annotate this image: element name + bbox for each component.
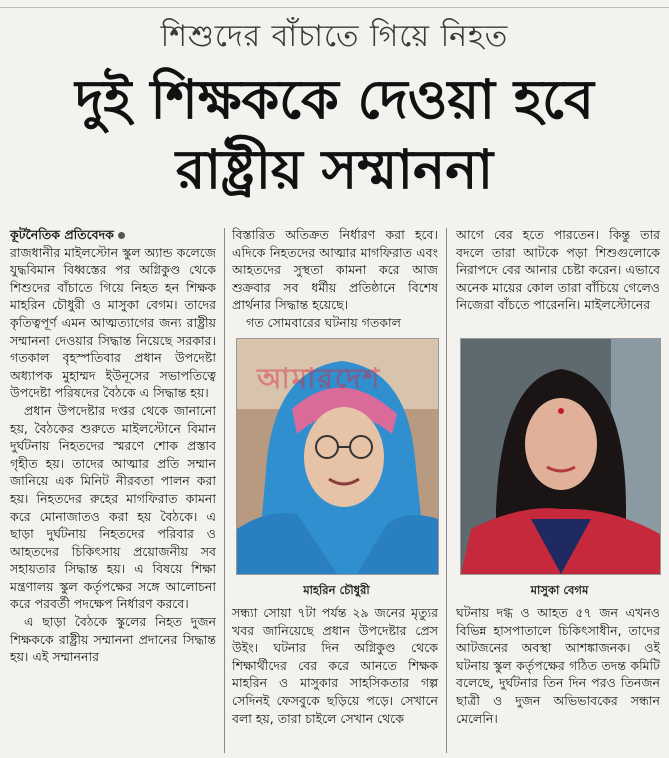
watermark-logo: আমারদেশ xyxy=(257,362,382,395)
article-column-1 xyxy=(10,226,216,666)
paragraph: আগে বের হতে পারতেন। কিন্তু তার বদলে তারা আটকে পড়া শিশুগুলোকে নিরাপদে বের আনার চেষ্টা করেন। এভাবে অনেক মায়ের কোল তারা বাঁচিয়ে গেলেও নিজেরা বাঁচতে পারেননি। মাইলস্টোনের xyxy=(456,227,660,313)
portrait-illustration xyxy=(461,339,660,574)
article-column-2-top xyxy=(232,226,438,332)
photo-caption-2: মাসুকা বেগম xyxy=(530,583,589,597)
bullet-icon xyxy=(118,232,125,239)
byline-text: কূটনৈতিক প্রতিবেদক xyxy=(10,227,114,242)
article-column-2-bottom xyxy=(232,604,438,727)
paragraph: বিস্তারিত অতিক্রত নির্ধারণ করা হবে। এদিকে নিহতদের আত্মার মাগফিরাত এবং আহতদের সুস্থতা কামনা করে আজ শুক্রবার সব ধর্মীয় প্রতিষ্ঠানে বিশেষ প্রার্থনার সিদ্ধান্ত হয়েছে। xyxy=(232,227,438,313)
paragraph: সন্ধ্যা সোয়া ৭টা পর্যন্ত ২৯ জনের মৃত্যুর খবর জানিয়েছে প্রধান উপদেষ্টার প্রেস উইং। ঘটনার দিন অগ্নিকুণ্ড থেকে শিক্ষার্থীদের বের করে আনতে শিক্ষক মাহরিন ও মাসুকার সাহসিকতার গল্প সেদিনই ফেসবুকে ছড়িয়ে পড়ে। সেখানে বলা হয়, তারা চাইলে সেখান থেকে xyxy=(232,605,438,726)
page-top-strip xyxy=(0,0,669,8)
column-divider xyxy=(224,228,225,753)
main-headline xyxy=(0,65,669,205)
article-column-3-top xyxy=(456,226,660,314)
photo-mahreen-chowdhury xyxy=(236,338,439,575)
paragraph: প্রধান উপদেষ্টার দপ্তর থেকে জানানো হয়, বৈঠকের শুরুতে মাইলস্টোনে বিমান দুর্ঘটনায় নিহতদের স্মরণে শোক প্রস্তাব গৃহীত হয়। তাদের আত্মার প্রতি সম্মান জানিয়ে এক মিনিট নীরবতা পালন করা হয়। নিহতদের রুহের মাগফিরাত কামনা করে মোনাজাতও করা হয় বৈঠকে। এ ছাড়া দুর্ঘটনায় নিহতদের পরিবার ও আহতদের চিকিৎসায় প্রয়োজনীয় সব সহায়তার সিদ্ধান্ত হয়। এ বিষয়ে শিক্ষা মন্ত্রণালয় স্কুল কর্তৃপক্ষের সঙ্গে আলোচনা করে পরবর্তী পদক্ষেপ নির্ধারণ করবে। xyxy=(10,402,216,612)
column-divider xyxy=(446,228,447,753)
article-column-3-bottom xyxy=(456,604,660,727)
paragraph: গত সোমবারের ঘটনায় গতকাল xyxy=(246,314,401,330)
headline-line-2: রাষ্ট্রীয় সম্মাননা xyxy=(175,138,494,201)
paragraph: রাজধানীর মাইলস্টোন স্কুল অ্যান্ড কলেজে যুদ্ধবিমান বিধ্বস্তের পর অগ্নিকুণ্ড থেকে শিশুদের বাঁচাতে গিয়ে নিহত হন শিক্ষক মাহরিন চৌধুরী ও মাসুকা বেগম। তাদের কৃতিত্বপূর্ণ এমন আত্মত্যাগের জন্য রাষ্ট্রীয় সম্মাননা দেওয়ার সিদ্ধান্ত নিয়েছে সরকার। গতকাল বৃহস্পতিবার প্রধান উপদেষ্টা অধ্যাপক মুহাম্মদ ইউনূসের সভাপতিত্বে উপদেষ্টা পরিষদের বৈঠকে এ সিদ্ধান্ত হয়। xyxy=(10,244,216,401)
paragraph: ঘটনায় দগ্ধ ও আহত ৫৭ জন এখনও বিভিন্ন হাসপাতালে চিকিৎসাধীন, তাদের আটজনের অবস্থা আশঙ্কাজনক। ওই ঘটনায় স্কুল কর্তৃপক্ষের গঠিত তদন্ত কমিটি বলেছে, দুর্ঘটনার তিন দিন পরও তিনজন ছাত্রী ও দুজন অভিভাবকের সন্ধান মেলেনি। xyxy=(456,605,660,726)
byline xyxy=(10,226,216,244)
photo-caption-1: মাহরিন চৌধুরী xyxy=(303,583,370,597)
kicker-headline: শিশুদের বাঁচাতে গিয়ে নিহত xyxy=(160,19,509,54)
photo-masuka-begum xyxy=(460,338,661,575)
headline-line-1: দুই শিক্ষককে দেওয়া হবে xyxy=(75,68,594,131)
paragraph: এ ছাড়া বৈঠকে স্কুলের নিহত দুজন শিক্ষককে রাষ্ট্রীয় সম্মাননা প্রদানের সিদ্ধান্ত হয়। এই সম্মাননার xyxy=(10,614,216,665)
